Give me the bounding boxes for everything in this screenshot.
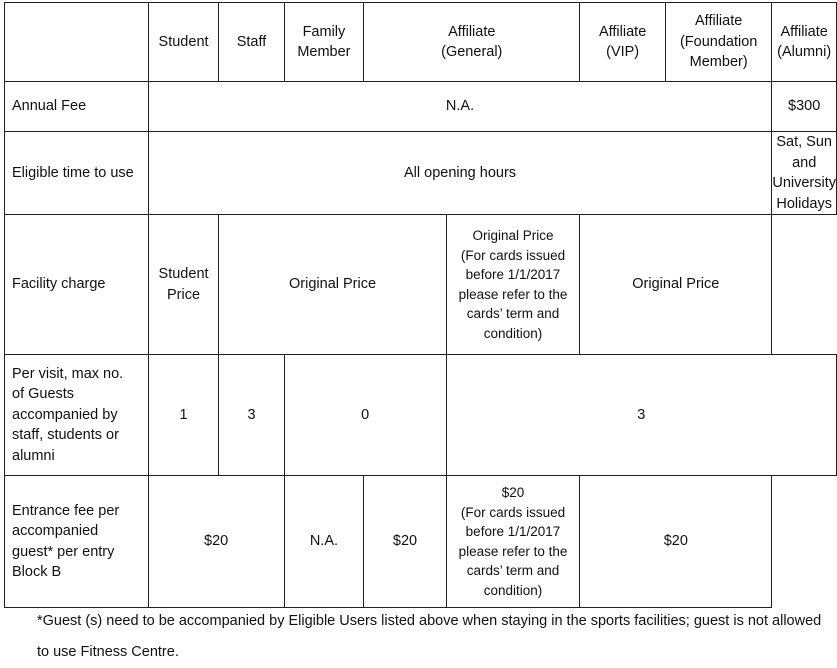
facility-charge-original-staff-general: Original Price xyxy=(219,215,446,355)
annual-fee-alumni: $300 xyxy=(772,82,837,132)
max-guests-label: Per visit, max no. of Guests accompanied by staff, students or alumni xyxy=(5,355,149,476)
facility-charge-label: Facility charge xyxy=(5,215,149,355)
max-guests-row xyxy=(5,355,837,476)
entrance-fee-foundation-alumni: $20 xyxy=(580,476,772,608)
eligible-time-row xyxy=(5,132,837,215)
header-corner xyxy=(5,3,149,82)
fees-table xyxy=(4,2,837,608)
entrance-fee-student-staff: $20 xyxy=(148,476,284,608)
eligible-time-alumni: Sat, Sun and University Holidays xyxy=(772,132,837,215)
facility-charge-student: Student Price xyxy=(148,215,219,355)
header-student: Student xyxy=(148,3,219,82)
max-guests-student: 1 xyxy=(148,355,219,476)
header-affiliate-general: Affiliate (General) xyxy=(364,3,580,82)
header-affiliate-alumni: Affiliate (Alumni) xyxy=(772,3,837,82)
header-affiliate-vip: Affiliate (VIP) xyxy=(580,3,666,82)
annual-fee-na: N.A. xyxy=(148,82,772,132)
header-affiliate-foundation: Affiliate (Foundation Member) xyxy=(665,3,771,82)
guest-footnote: *Guest (s) need to be accompanied by Eligible Users listed above when staying in the sports facilities; guest is not allowed to use Fitness Centre. xyxy=(37,613,822,660)
eligible-time-all-hours: All opening hours xyxy=(148,132,772,215)
header-staff: Staff xyxy=(219,3,284,82)
entrance-fee-row xyxy=(5,476,837,608)
entrance-fee-label: Entrance fee per accompanied guest* per entry Block B xyxy=(5,476,149,608)
entrance-fee-general: $20 xyxy=(364,476,446,608)
header-family-member: Family Member xyxy=(284,3,364,82)
entrance-fee-family: N.A. xyxy=(284,476,364,608)
facility-charge-original-foundation-alumni: Original Price xyxy=(580,215,772,355)
max-guests-affiliates: 3 xyxy=(446,355,836,476)
eligible-time-label: Eligible time to use xyxy=(5,132,149,215)
max-guests-family: 0 xyxy=(284,355,446,476)
annual-fee-row xyxy=(5,82,837,132)
annual-fee-label: Annual Fee xyxy=(5,82,149,132)
header-row xyxy=(5,3,837,82)
facility-charge-row xyxy=(5,215,837,355)
max-guests-staff: 3 xyxy=(219,355,284,476)
entrance-fee-vip: $20 (For cards issued before 1/1/2017 please refer to the cards’ term and condition) xyxy=(446,476,580,608)
facility-charge-vip: Original Price (For cards issued before 1/1/2017 please refer to the cards’ term and condition) xyxy=(446,215,580,355)
